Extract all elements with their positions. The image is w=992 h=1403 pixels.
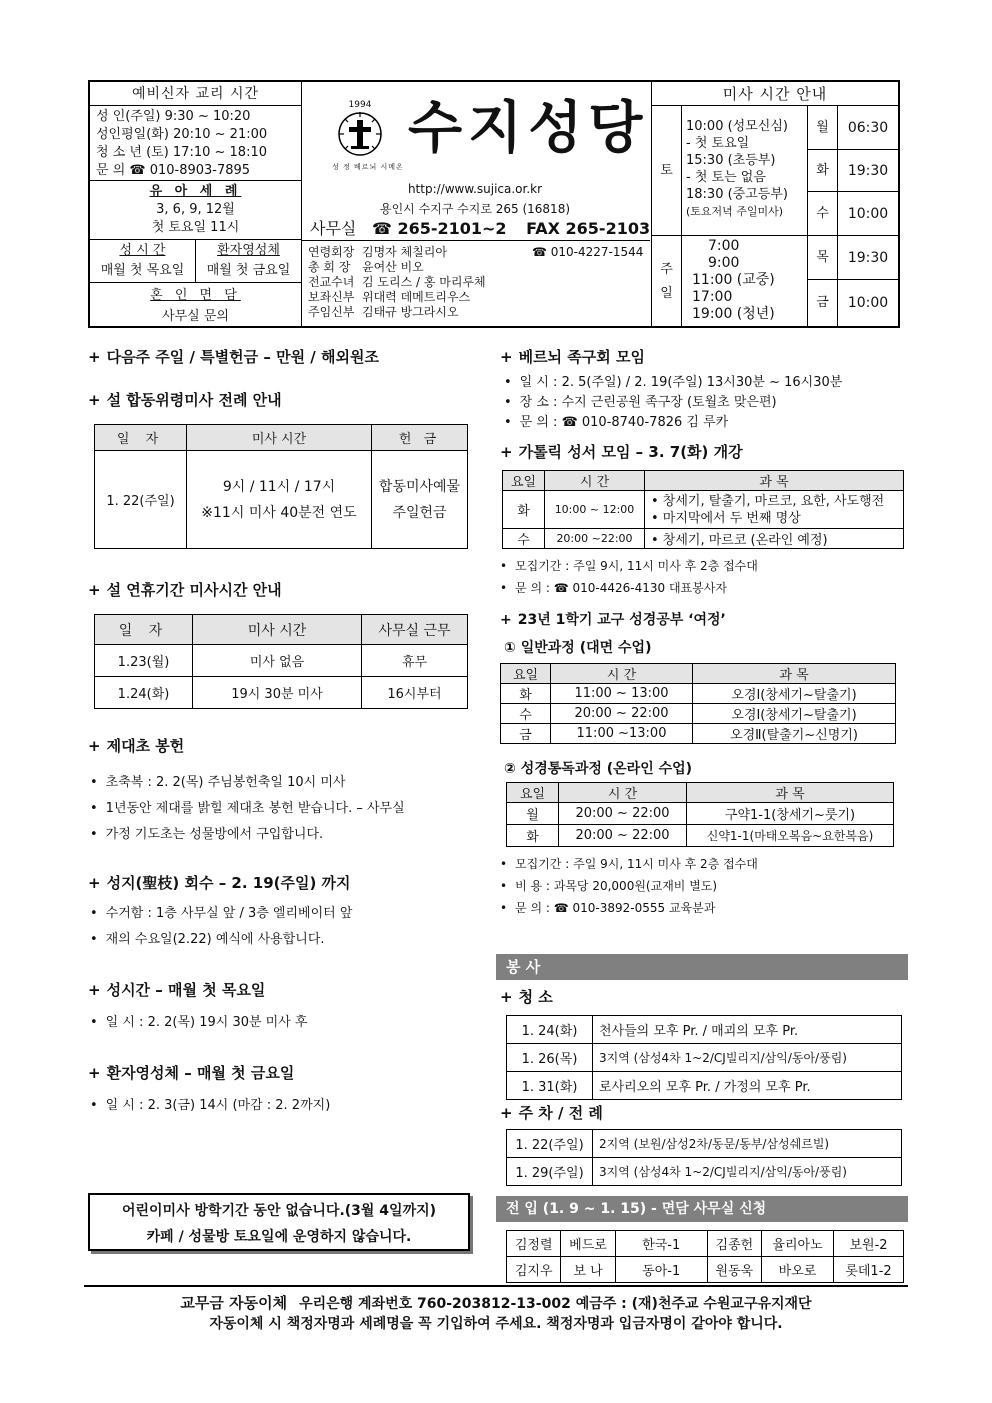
catechism-schedule bbox=[90, 106, 301, 180]
table-cell: 김정렬 bbox=[507, 1231, 561, 1257]
office-contact bbox=[310, 216, 650, 239]
weekday-time: 10:00 bbox=[847, 295, 889, 311]
sick-list bbox=[90, 1093, 484, 1119]
table-cell bbox=[645, 491, 904, 529]
table-cell: 동아-1 bbox=[615, 1257, 707, 1283]
table-cell: 로사리오의 모후 Pr. / 가정의 모후 Pr. bbox=[593, 1072, 902, 1100]
palm-list bbox=[90, 901, 484, 953]
weekday-time: 19:30 bbox=[838, 150, 898, 192]
staff-name: 김명자 체칠리아 bbox=[362, 245, 447, 259]
catechism-title: 예비신자 교리 시간 bbox=[90, 82, 301, 106]
sick-communion-box bbox=[196, 240, 301, 282]
palm-title: 성지(聖枝) 회수 – 2. 19(주일) 까지 bbox=[106, 874, 351, 892]
sick-communion-title: 환자영성체 bbox=[217, 243, 280, 258]
parking-table bbox=[506, 1129, 902, 1186]
table-cell bbox=[187, 451, 372, 549]
saturday-time: 15:30 (초등부) bbox=[686, 153, 776, 168]
saturday-time: (토요저녁 주일미사) bbox=[686, 205, 784, 218]
list-item: • 문 의 : ☎ 010-4426-4130 대표봉사자 bbox=[500, 577, 908, 599]
staff-role: 전교수녀 bbox=[308, 275, 355, 289]
memorial-table bbox=[94, 424, 468, 549]
table-cell: 휴무 bbox=[362, 645, 468, 677]
memorial-title: 설 합동위령미사 전례 안내 bbox=[106, 391, 282, 409]
staff-name: 김 도리스 / 홍 마리루체 bbox=[362, 275, 486, 289]
sunday-time: 19:00 (청년) bbox=[692, 306, 775, 322]
table-cell: 오경Ⅰ(창세기~탈출기) bbox=[693, 684, 896, 704]
study-notes bbox=[500, 853, 908, 919]
staff-role: 보좌신부 bbox=[308, 290, 355, 304]
candle-title: 제대초 봉헌 bbox=[106, 737, 185, 755]
service-bar-label: 봉 사 bbox=[506, 958, 541, 976]
table-cell: 3지역 (삼성4차 1~2/CJ빌리지/삼익/동아/풍림) bbox=[593, 1044, 902, 1072]
right-column bbox=[500, 346, 908, 919]
service-section bbox=[500, 986, 908, 1186]
service-bar bbox=[496, 954, 908, 980]
mass-schedule bbox=[652, 82, 898, 326]
holy-hour-title: 성 시 간 bbox=[119, 243, 166, 258]
table-cell: 금 bbox=[501, 724, 551, 744]
memorial-time: 9시 / 11시 / 17시 bbox=[222, 478, 336, 495]
table-cell: 바오로 bbox=[762, 1257, 834, 1283]
list-item: • 문 의 : ☎ 010-3892-0555 교육분과 bbox=[500, 897, 908, 919]
section-heading: + 다음주 주일 / 특별헌금 – 만원 / 해외원조 bbox=[88, 348, 379, 366]
list-item: • 수거함 : 1층 사무실 앞 / 3층 엘리베이터 앞 bbox=[90, 901, 484, 927]
table-header: 요일 bbox=[503, 471, 545, 491]
office-phone: ☎ 265-2101~2 bbox=[371, 219, 507, 238]
sunday-time: 9:00 bbox=[708, 255, 740, 271]
table-cell bbox=[645, 529, 904, 549]
weekday-time: 10:00 bbox=[838, 192, 898, 236]
parish-logo bbox=[332, 100, 404, 171]
holy-hour-when: 매월 첫 목요일 bbox=[100, 263, 185, 278]
staff-role: 주임신부 bbox=[308, 305, 355, 319]
list-item: • 1년동안 제대를 밝힐 제대초 봉헌 받습니다. – 사무실 bbox=[90, 796, 484, 822]
table-cell: 오경Ⅱ(탈출기~신명기) bbox=[693, 724, 896, 744]
table-header: 일 자 bbox=[95, 425, 187, 451]
weekday-label: 목 bbox=[808, 236, 838, 280]
section-heading: + 설 연휴기간 미사시간 안내 bbox=[88, 581, 282, 599]
section-heading: + 제대초 봉헌 bbox=[88, 737, 185, 755]
list-item: • 일 시 : 2. 2(목) 19시 30분 미사 후 bbox=[90, 1010, 484, 1036]
table-cell: 20:00 ~ 22:00 bbox=[551, 704, 693, 724]
table-cell: 1. 29(주일) bbox=[507, 1158, 593, 1186]
holiday-title: 설 연휴기간 미사시간 안내 bbox=[106, 581, 282, 599]
table-cell: 신약1-1(마태오복음~요한복음) bbox=[687, 825, 894, 847]
logo-caption: 성 정 베르뇌 시메온 bbox=[332, 163, 404, 171]
office-label: 사무실 bbox=[310, 219, 357, 238]
course2-table bbox=[506, 782, 894, 847]
list-item: • 가정 기도초는 성물방에서 구입합니다. bbox=[90, 822, 484, 848]
table-header: 시 간 bbox=[545, 471, 645, 491]
table-cell: 한국-1 bbox=[615, 1231, 707, 1257]
table-cell: 20:00 ~ 22:00 bbox=[559, 803, 687, 825]
table-header: 미사 시간 bbox=[193, 615, 362, 645]
table-cell: 2지역 (보원/삼성2차/동문/동부/삼성쉐르빌) bbox=[593, 1130, 902, 1158]
course1-table bbox=[500, 663, 896, 744]
catechism-line: 성 인(주일) 9:30 ~ 10:20 bbox=[96, 109, 251, 124]
course1-title: ① 일반과정 (대면 수업) bbox=[504, 640, 652, 656]
memorial-offering: 주일헌금 bbox=[392, 504, 447, 521]
staff-row bbox=[308, 275, 646, 290]
holyhour-list bbox=[90, 1010, 484, 1036]
infant-baptism-when: 첫 토요일 11시 bbox=[151, 220, 240, 235]
table-cell: 16시부터 bbox=[362, 677, 468, 709]
list-item: • 모집기간 : 주일 9시, 11시 미사 후 2층 접수대 bbox=[500, 853, 908, 875]
cleaning-table bbox=[506, 1015, 902, 1100]
table-cell: 김종헌 bbox=[707, 1231, 761, 1257]
table-cell: 11:00 ~ 13:00 bbox=[551, 684, 693, 704]
bible-title: 가톨릭 성서 모임 – 3. 7(화) 개강 bbox=[518, 443, 743, 461]
table-cell: 1.23(월) bbox=[95, 645, 193, 677]
staff-row bbox=[308, 260, 646, 275]
section-heading: + 환자영성체 – 매월 첫 금요일 bbox=[88, 1064, 295, 1082]
footer-line bbox=[84, 1293, 908, 1314]
table-header: 과 목 bbox=[645, 471, 904, 491]
sunday-time: 11:00 (교중) bbox=[692, 272, 775, 288]
table-cell: 19시 30분 미사 bbox=[193, 677, 362, 709]
course2-title: ② 성경통독과정 (온라인 수업) bbox=[504, 761, 693, 777]
catechism-line: 성인평일(화) 20:10 ~ 21:00 bbox=[96, 127, 268, 142]
table-header: 시 간 bbox=[559, 783, 687, 803]
table-cell: 20:00 ~ 22:00 bbox=[559, 825, 687, 847]
infant-baptism-months: 3, 6, 9, 12월 bbox=[156, 202, 235, 217]
table-cell: 구약1-1(창세기~룻기) bbox=[687, 803, 894, 825]
table-cell: 20:00 ~22:00 bbox=[545, 529, 645, 549]
table-cell: 천사들의 모후 Pr. / 매괴의 모후 Pr. bbox=[593, 1016, 902, 1044]
cleaning-title: 청 소 bbox=[518, 988, 553, 1006]
table-cell: 11:00 ~13:00 bbox=[551, 724, 693, 744]
staff-row bbox=[308, 305, 646, 320]
saturday-time: 18:30 (중고등부) bbox=[686, 187, 788, 202]
weekday-label: 월 bbox=[808, 106, 838, 150]
staff-row bbox=[308, 290, 646, 305]
section-heading: + 성지(聖枝) 회수 – 2. 19(주일) 까지 bbox=[88, 874, 351, 892]
table-cell: 베드로 bbox=[561, 1231, 615, 1257]
staff-name: 윤여산 비오 bbox=[362, 260, 424, 274]
football-title: 베르뇌 족구회 모임 bbox=[518, 348, 645, 366]
table-cell: 화 bbox=[507, 825, 559, 847]
list-item: • 비 용 : 과목당 20,000원(교재비 별도) bbox=[500, 875, 908, 897]
table-cell: 1. 24(화) bbox=[507, 1016, 593, 1044]
table-cell: 1. 31(화) bbox=[507, 1072, 593, 1100]
list-item: • 모집기간 : 주일 9시, 11시 미사 후 2층 접수대 bbox=[500, 555, 908, 577]
saturday-time: - 첫 토는 없음 bbox=[686, 170, 766, 185]
table-header: 과 목 bbox=[693, 664, 896, 684]
marriage-when: 사무실 문의 bbox=[162, 309, 229, 324]
section-heading: + 청 소 bbox=[500, 988, 553, 1006]
notice-line: 어린이미사 방학기간 동안 없습니다.(3월 4일까지) bbox=[121, 1203, 437, 1219]
table-header: 요일 bbox=[501, 664, 551, 684]
staff-role: 총 회 장 bbox=[308, 260, 351, 274]
table-header: 사무실 근무 bbox=[362, 615, 468, 645]
table-cell: 1. 22(주일) bbox=[507, 1130, 593, 1158]
weekday-label: 수 bbox=[808, 192, 838, 236]
bible-notes bbox=[500, 555, 908, 599]
transfer-table bbox=[506, 1230, 904, 1283]
weekday-label: 화 bbox=[808, 150, 838, 192]
header-middle bbox=[302, 82, 652, 326]
table-cell: 보원-2 bbox=[834, 1231, 904, 1257]
bulletin-header bbox=[88, 80, 900, 328]
football-list bbox=[504, 373, 908, 433]
subject-line: • 창세기, 탈출기, 마르코, 요한, 사도행전 bbox=[651, 493, 885, 509]
list-item: • 문 의 : ☎ 010-8740-7826 김 루카 bbox=[504, 413, 908, 433]
table-header: 과 목 bbox=[687, 783, 894, 803]
weekday-label: 금 bbox=[808, 280, 838, 326]
catechism-line: 청 소 년 (토) 17:10 ~ 18:10 bbox=[96, 145, 267, 160]
staff-phone: ☎ 010-4227-1544 bbox=[532, 245, 644, 259]
footer-title: 교무금 자동이체 bbox=[180, 1294, 288, 1312]
table-header: 요일 bbox=[507, 783, 559, 803]
weekday-time: 06:30 bbox=[838, 106, 898, 150]
table-cell: 화 bbox=[503, 491, 545, 529]
section-heading: + 23년 1학기 교구 성경공부 ‘여정’ bbox=[500, 612, 726, 628]
table-cell: 수 bbox=[503, 529, 545, 549]
weekday-time: 19:30 bbox=[838, 236, 898, 280]
bible-table bbox=[502, 470, 904, 549]
list-item: • 일 시 : 2. 5(주일) / 2. 19(주일) 13시30분 ~ 16시30분 bbox=[504, 373, 908, 393]
parish-address: 용인시 수지구 수지로 265 (16818) bbox=[379, 202, 571, 216]
table-cell: 수 bbox=[501, 704, 551, 724]
parish-url[interactable]: http://www.sujica.or.kr bbox=[407, 182, 543, 196]
notice-box bbox=[88, 1193, 470, 1251]
section-heading: + 베르뇌 족구회 모임 bbox=[500, 348, 645, 366]
header-left-info bbox=[90, 82, 302, 326]
next-sunday-offering: 다음주 주일 / 특별헌금 – 만원 / 해외원조 bbox=[106, 348, 379, 366]
memorial-note: ※11시 미사 40분전 연도 bbox=[201, 504, 357, 521]
mass-title: 미사 시간 안내 bbox=[652, 82, 898, 106]
staff-row bbox=[308, 245, 646, 260]
left-column bbox=[88, 346, 484, 1119]
holy-hour-and-sick bbox=[90, 239, 301, 283]
table-cell: 3지역 (삼성4차 1~2/CJ빌리지/삼익/동아/풍림) bbox=[593, 1158, 902, 1186]
list-item: • 장 소 : 수지 근린공원 족구장 (토월초 맞은편) bbox=[504, 393, 908, 413]
list-item: • 재의 수요일(2.22) 예식에 사용합니다. bbox=[90, 927, 484, 953]
table-cell: 오경Ⅰ(창세기~탈출기) bbox=[693, 704, 896, 724]
catechism-contact: 문 의 ☎ 010-8903-7895 bbox=[96, 163, 251, 178]
staff-name: 김태규 방그라시오 bbox=[362, 305, 459, 319]
table-cell: 율리아노 bbox=[762, 1231, 834, 1257]
table-cell bbox=[372, 451, 468, 549]
sunday-times bbox=[682, 236, 808, 326]
sunday-time: 7:00 bbox=[708, 238, 740, 254]
table-cell: 원동욱 bbox=[707, 1257, 761, 1283]
table-header: 헌 금 bbox=[372, 425, 468, 451]
sunday-label: 주 일 bbox=[652, 236, 682, 326]
staff-list bbox=[302, 240, 650, 320]
candle-list bbox=[90, 770, 484, 848]
list-item: • 일 시 : 2. 3(금) 14시 (마감 : 2. 2까지) bbox=[90, 1093, 484, 1119]
table-header: 일 자 bbox=[95, 615, 193, 645]
section-heading: + 가톨릭 성서 모임 – 3. 7(화) 개강 bbox=[500, 443, 743, 461]
logo-year: 1994 bbox=[348, 100, 372, 110]
table-cell: 미사 없음 bbox=[193, 645, 362, 677]
footer-note: 자동이체 시 책정자명과 세례명을 꼭 기입하여 주세요. 책정자명과 입금자명이 같아야 합니다. bbox=[209, 1316, 783, 1332]
subject-line: • 창세기, 마르코 (온라인 예정) bbox=[651, 533, 828, 548]
saturday-times bbox=[682, 106, 808, 236]
notice-line: 카페 / 성물방 토요일에 운영하지 않습니다. bbox=[146, 1229, 412, 1245]
table-cell: 보 나 bbox=[561, 1257, 615, 1283]
saturday-time: - 첫 토요일 bbox=[686, 136, 750, 151]
office-fax: FAX 265-2103 bbox=[526, 219, 651, 238]
section-heading: + 성시간 – 매월 첫 목요일 bbox=[88, 981, 266, 999]
staff-role: 연령회장 bbox=[308, 245, 355, 259]
table-cell: 1. 22(주일) bbox=[95, 451, 187, 549]
holy-hour-box bbox=[90, 240, 196, 282]
sick-communion-when: 매월 첫 금요일 bbox=[206, 263, 291, 278]
table-cell: 1.24(화) bbox=[95, 677, 193, 709]
sunday-time: 17:00 bbox=[692, 289, 733, 305]
footer bbox=[84, 1285, 908, 1334]
sick-title: 환자영성체 – 매월 첫 금요일 bbox=[106, 1064, 295, 1082]
saturday-time: 10:00 (성모신심) bbox=[686, 119, 788, 134]
marriage-title: 혼 인 면 담 bbox=[150, 288, 241, 303]
table-header: 미사 시간 bbox=[187, 425, 372, 451]
infant-baptism bbox=[90, 181, 301, 239]
infant-baptism-title: 유 아 세 례 bbox=[149, 184, 242, 199]
study-title: 23년 1학기 교구 성경공부 ‘여정’ bbox=[517, 612, 726, 628]
table-cell: 김지우 bbox=[507, 1257, 561, 1283]
holiday-table bbox=[94, 614, 468, 709]
footer-account: 우리은행 계좌번호 760-203812-13-002 예금주 : (재)천주교 수원교구유지재단 bbox=[299, 1296, 812, 1312]
section-heading: + 설 합동위령미사 전례 안내 bbox=[88, 391, 282, 409]
section-heading: + 주 차 / 전 례 bbox=[500, 1104, 603, 1122]
table-cell: 10:00 ~ 12:00 bbox=[545, 491, 645, 529]
staff-name: 위대력 데메트리우스 bbox=[362, 290, 471, 304]
parish-name: 수지성당 bbox=[408, 96, 649, 161]
marriage-interview bbox=[90, 283, 301, 327]
table-cell: 1. 26(목) bbox=[507, 1044, 593, 1072]
table-cell: 화 bbox=[501, 684, 551, 704]
transfer-bar-label: 전 입 (1. 9 ~ 1. 15) - 면담 사무실 신청 bbox=[506, 1201, 767, 1217]
parking-title: 주 차 / 전 례 bbox=[518, 1104, 603, 1122]
church-emblem-icon bbox=[332, 110, 388, 158]
holyhour-title: 성시간 – 매월 첫 목요일 bbox=[106, 981, 266, 999]
table-cell: 월 bbox=[507, 803, 559, 825]
table-header: 시 간 bbox=[551, 664, 693, 684]
saturday-label: 토 bbox=[652, 106, 682, 236]
transfer-bar bbox=[496, 1196, 908, 1222]
subject-line: • 마지막에서 두 번째 명상 bbox=[651, 510, 801, 526]
list-item: • 초축복 : 2. 2(목) 주님봉헌축일 10시 미사 bbox=[90, 770, 484, 796]
memorial-offering: 합동미사예물 bbox=[378, 478, 461, 495]
table-cell: 롯데1-2 bbox=[834, 1257, 904, 1283]
